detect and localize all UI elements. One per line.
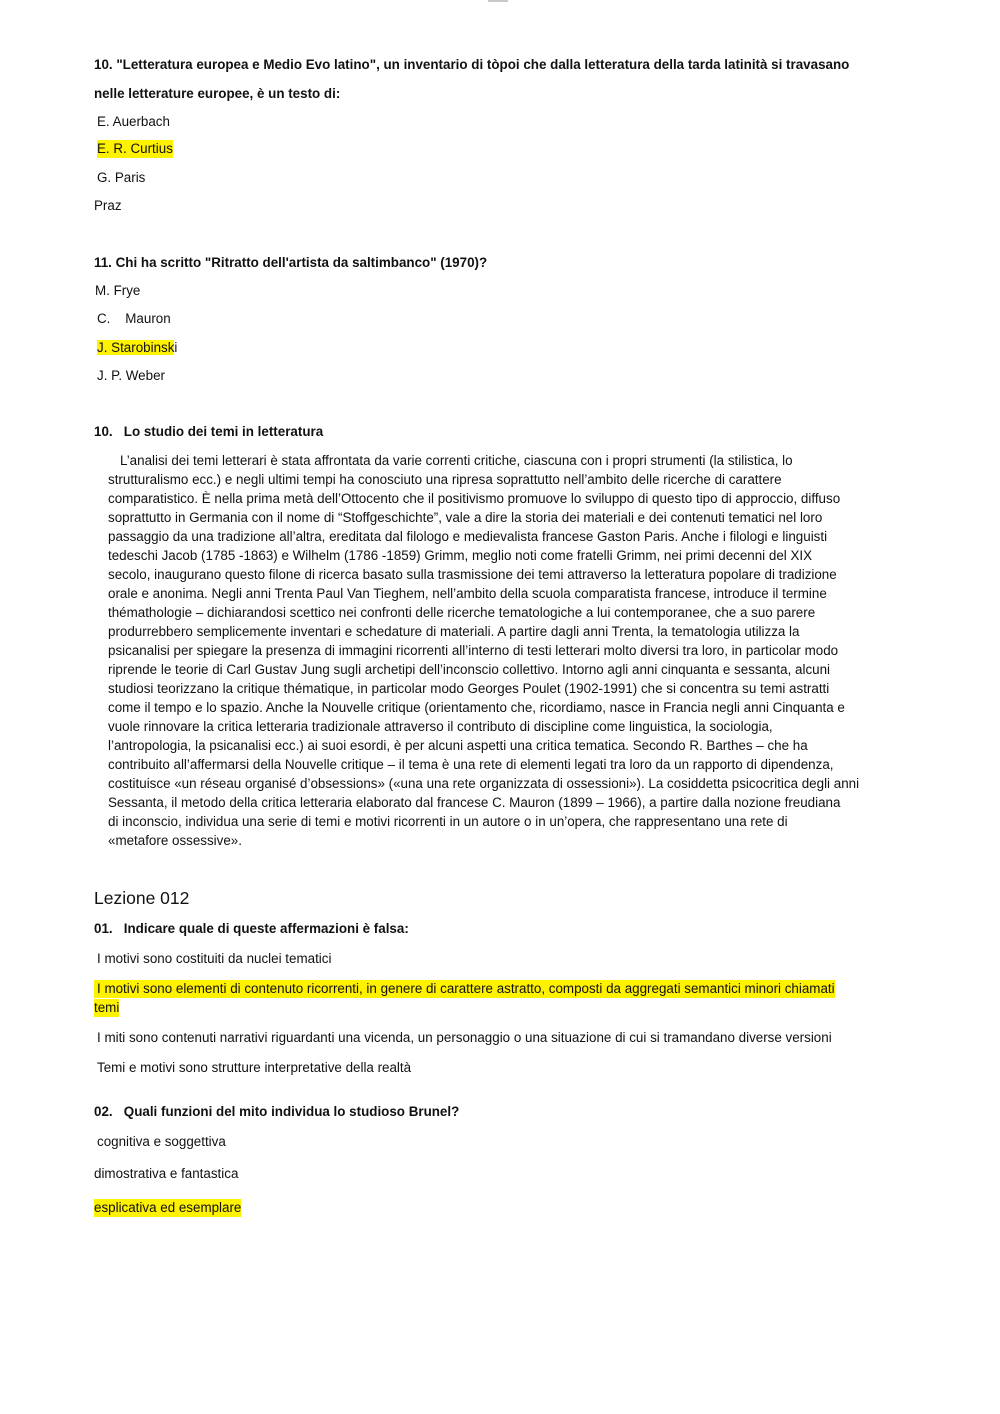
lesson-title: Lezione 012: [94, 888, 190, 908]
paragraph-line: comparatistico. È nella prima metà dell’Ottocento che il positivismo promuove lo sviluppo di questo tipo di approccio, diffuso: [108, 491, 841, 506]
highlighted-text: temi: [94, 1000, 120, 1015]
answer-option[interactable]: G. Paris: [97, 170, 146, 185]
topic-paragraph: [108, 451, 894, 850]
paragraph-line: secolo, inaugurano questo filone di ricerca basato sulla trasmissione dei temi attraverso la letteratura popolare di tradizione: [108, 567, 837, 582]
answer-option[interactable]: I miti sono contenuti narrativi riguardanti una vicenda, un personaggio o una situazione di cui si tramandano diverse versioni: [97, 1030, 832, 1045]
answer-option[interactable]: E. Auerbach: [97, 114, 170, 129]
question-10-line1: 10. "Letteratura europea e Medio Evo latino", un inventario di tòpoi che dalla letteratura della tarda latinità si travasano: [94, 57, 850, 72]
paragraph-line: vuole rinnovare la critica letteraria tradizionale attraverso il contributo di discipline come linguistica, la sociologia,: [108, 719, 773, 734]
topic-heading: 10. Lo studio dei temi in letteratura: [94, 424, 324, 439]
answer-option-correct[interactable]: esplicativa ed esemplare: [94, 1200, 242, 1215]
paragraph-line: produrrebbero semplicemente inventari e schedature di materiali. A partire dagli anni Trenta, la tematologia utilizza la: [108, 624, 800, 639]
answer-option[interactable]: J. P. Weber: [97, 368, 165, 383]
unhighlighted-text: i: [174, 340, 178, 355]
question-02: 02. Quali funzioni del mito individua lo studioso Brunel?: [94, 1104, 460, 1119]
answer-option[interactable]: M. Frye: [95, 283, 141, 298]
highlighted-text: I motivi sono elementi di contenuto ricorrenti, in genere di carattere astratto, composti da aggregati semantici minori chiamati: [94, 980, 835, 998]
answer-option[interactable]: Praz: [94, 198, 122, 213]
paragraph-line: soprattutto in Germania con il nome di “Stoffgeschichte”, vale a dire la storia dei materiali e dei contenuti tematici nel loro: [108, 510, 823, 525]
paragraph-line: contribuito all’affermarsi della Nouvelle critique – il tema è una rete di elementi legati tra loro da un rapporto di dipendenza,: [108, 757, 834, 772]
paragraph-line: costituisce «un réseau organisé d’obsessions» («una una rete organizzata di ossessioni»). La cosiddetta psicocritica degli anni: [108, 776, 860, 791]
question-10-line2: nelle letterature europee, è un testo di:: [94, 86, 341, 101]
paragraph-line: «metafore ossessive».: [108, 833, 242, 848]
paragraph-line: l’antropologia, la psicanalisi ecc.) ai suoi esordi, è per alcuni aspetti una critica tematica. Secondo R. Barthes – che ha: [108, 738, 808, 753]
paragraph-line: orale e anonima. Negli anni Trenta Paul Van Tieghem, nell’ambito della scuola comparatista francese, introduce il termine: [108, 586, 827, 601]
paragraph-line: come il tempo e lo spazio. Anche la Nouvelle critique (orientamento che, ricordiamo, nasce in Francia negli anni Cinquanta e: [108, 700, 845, 715]
answer-option-correct[interactable]: E. R. Curtius: [97, 141, 173, 156]
paragraph-line: di inconscio, individua una serie di temi e motivi ricorrenti in un autore o in un’opera, che rappresentano una rete di: [108, 814, 788, 829]
answer-option[interactable]: cognitiva e soggettiva: [97, 1134, 226, 1149]
highlighted-text: J. Starobinsk: [97, 340, 175, 355]
paragraph-line: thémathologie – dichiarandosi scettico nei confronti delle ricerche tematologiche a lui contemporanee, che a suo parere: [108, 605, 816, 620]
answer-option[interactable]: Temi e motivi sono strutture interpretative della realtà: [97, 1060, 412, 1075]
answer-option-correct[interactable]: [94, 980, 835, 1017]
answer-option[interactable]: dimostrativa e fantastica: [94, 1166, 239, 1181]
paragraph-line: strutturalismo ecc.) e negli ultimi tempi ha conosciuto una ripresa soprattutto nell’ambito delle ricerche di carattere: [108, 472, 782, 487]
question-01: 01. Indicare quale di queste affermazioni è falsa:: [94, 921, 409, 936]
paragraph-line: psicanalisi per spiegare la presenza di immagini ricorrenti all’interno di testi letterari molto diversi tra loro, in particolar modo: [108, 643, 839, 658]
paragraph-line: studiosi teorizzano la critique thématique, in particolar modo Georges Poulet (1902-1991) che si concentra su temi astratti: [108, 681, 830, 696]
paragraph-line: riprende le teorie di Carl Gustav Jung sugli archetipi dell’inconscio collettivo. Intorno agli anni cinquanta e sessanta, alcuni: [108, 662, 831, 677]
paragraph-line: tedeschi Jacob (1785 -1863) e Wilhelm (1786 -1859) Grimm, meglio noti come fratelli Grimm, nei primi decenni del XIX: [108, 548, 813, 563]
question-11: 11. Chi ha scritto "Ritratto dell'artista da saltimbanco" (1970)?: [94, 255, 488, 270]
header-mark: [488, 0, 508, 2]
paragraph-line: L’analisi dei temi letterari è stata affrontata da varie correnti critiche, ciascuna con i propri strumenti (la stilistica, lo: [120, 453, 793, 468]
paragraph-line: passaggio da una tradizione all’altra, ereditata dal filologo e medievalista francese Gaston Paris. Anche i filologi e linguisti: [108, 529, 828, 544]
answer-option[interactable]: C. Mauron: [97, 311, 171, 326]
answer-option-correct[interactable]: [97, 339, 177, 357]
answer-option[interactable]: I motivi sono costituiti da nuclei tematici: [97, 951, 332, 966]
paragraph-line: Sessanta, il metodo della critica letteraria elaborato dal francese C. Mauron (1899 – 1966), a partire dalla nozione freudiana: [108, 795, 841, 810]
